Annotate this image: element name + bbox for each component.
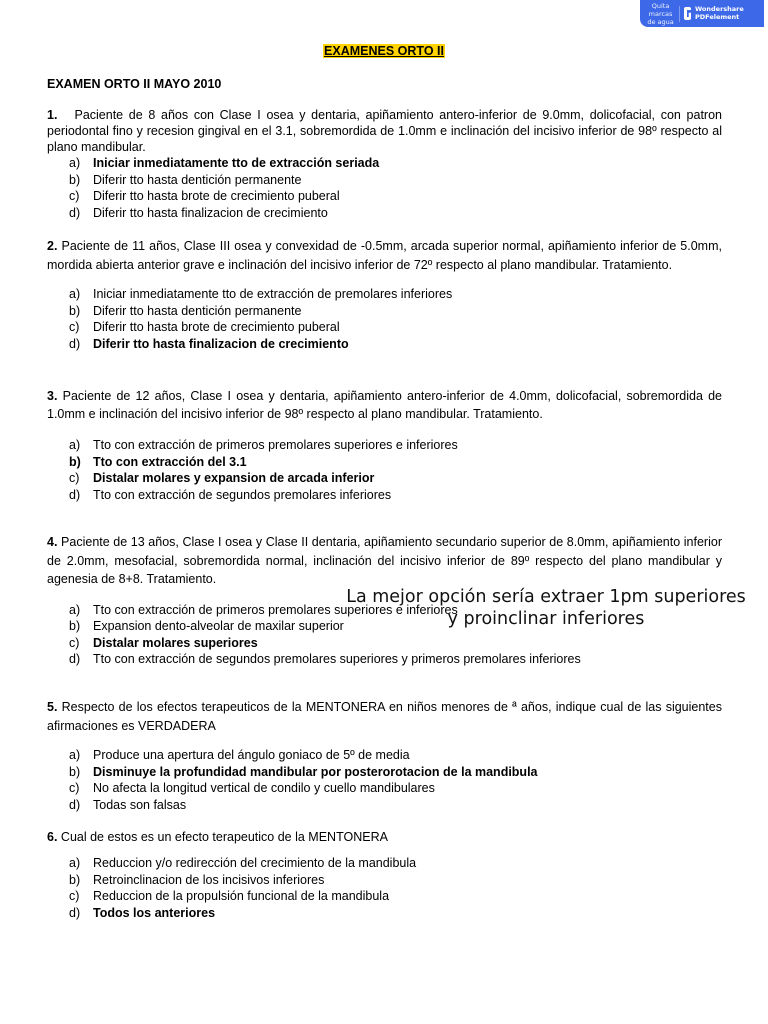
option-letter: a) bbox=[69, 156, 81, 170]
option-text: Expansion dento-alveolar de maxilar superior bbox=[93, 619, 344, 633]
option-list bbox=[47, 747, 722, 813]
option-letter: c) bbox=[69, 635, 80, 650]
option-text: Disminuye la profundidad mandibular por posterorotacion de la mandibula bbox=[93, 764, 538, 779]
question-body: Cual de estos es un efecto terapeutico de la MENTONERA bbox=[60, 830, 388, 844]
option-text: Diferir tto hasta finalizacion de crecimiento bbox=[93, 336, 349, 351]
option-a bbox=[47, 855, 722, 872]
option-letter: c) bbox=[69, 320, 80, 334]
option-d bbox=[47, 336, 722, 353]
question-number: 5. bbox=[47, 700, 58, 714]
option-letter: b) bbox=[69, 872, 81, 887]
option-a bbox=[47, 286, 722, 303]
option-c bbox=[47, 635, 722, 652]
annotation-line-2: y proinclinar inferiores bbox=[447, 609, 645, 629]
option-text: Retroinclinacion de los incisivos inferiores bbox=[93, 872, 325, 887]
option-letter: a) bbox=[69, 856, 81, 870]
option-b bbox=[47, 764, 722, 781]
option-b bbox=[47, 172, 722, 189]
option-letter: c) bbox=[69, 189, 80, 203]
question-body: Paciente de 11 años, Clase III osea y convexidad de -0.5mm, arcada superior normal, apiñamiento inferior de 5.0mm, mordida abierta anterior grave e inclinación del incisivo inferior de 72º respecto al plano mandibular. Tratamiento. bbox=[47, 239, 722, 272]
option-text: No afecta la longitud vertical de condilo y cuello mandibulares bbox=[93, 781, 435, 795]
option-text: Diferir tto hasta dentición permanente bbox=[93, 303, 302, 318]
option-text: Distalar molares y expansion de arcada inferior bbox=[93, 471, 375, 485]
brand-label: Wondershare PDFelement bbox=[694, 5, 744, 21]
option-d bbox=[47, 487, 722, 504]
question-6 bbox=[47, 829, 722, 921]
question-1 bbox=[47, 107, 722, 221]
option-text: Tto con extracción de primeros premolares superiores e inferiores bbox=[93, 602, 458, 617]
option-text: Tto con extracción de segundos premolares superiores y primeros premolares inferiores bbox=[93, 652, 581, 666]
option-text: Distalar molares superiores bbox=[93, 635, 258, 650]
option-text: Iniciar inmediatamente tto de extracción seriada bbox=[93, 156, 380, 170]
question-text bbox=[47, 829, 722, 845]
question-text bbox=[47, 698, 722, 736]
option-c bbox=[47, 780, 722, 797]
option-list bbox=[47, 855, 722, 921]
option-d bbox=[47, 205, 722, 222]
option-a bbox=[47, 437, 722, 454]
option-letter: b) bbox=[69, 454, 81, 469]
question-5 bbox=[47, 698, 722, 813]
question-body: Paciente de 13 años, Clase I osea y Clase II dentaria, apiñamiento secundario superior de 8.0mm, apiñamiento inferior de 2.0mm, mesofacial, sobremordida normal, inclinación del incisivo inferior de 89º respecto del plano mandibular y agenesia de 8+8. Tratamiento. bbox=[47, 535, 722, 586]
option-letter: a) bbox=[69, 748, 81, 762]
option-letter: c) bbox=[69, 471, 80, 485]
question-3 bbox=[47, 387, 722, 503]
option-text: Produce una apertura del ángulo goniaco de 5º de media bbox=[93, 748, 410, 762]
option-a bbox=[47, 155, 722, 172]
option-list bbox=[47, 155, 722, 221]
annotation-line-1: La mejor opción sería extraer 1pm superiores bbox=[346, 587, 746, 607]
option-letter: b) bbox=[69, 619, 81, 633]
option-letter: d) bbox=[69, 205, 81, 220]
option-letter: d) bbox=[69, 652, 81, 666]
option-text: Diferir tto hasta dentición permanente bbox=[93, 172, 302, 187]
option-letter: a) bbox=[69, 602, 81, 617]
question-text bbox=[47, 533, 722, 589]
option-d bbox=[47, 905, 722, 922]
option-list bbox=[47, 437, 722, 503]
option-letter: a) bbox=[69, 438, 81, 452]
option-b bbox=[47, 303, 722, 320]
option-letter: b) bbox=[69, 172, 81, 187]
option-letter: c) bbox=[69, 889, 80, 903]
option-letter: d) bbox=[69, 905, 81, 920]
option-text: Diferir tto hasta finalizacion de crecimiento bbox=[93, 205, 328, 220]
option-text: Tto con extracción de primeros premolares superiores e inferiores bbox=[93, 438, 458, 452]
option-text: Tto con extracción del 3.1 bbox=[93, 454, 247, 469]
option-text: Reduccion de la propulsión funcional de la mandibula bbox=[93, 889, 390, 903]
option-a bbox=[47, 747, 722, 764]
option-text: Todos los anteriores bbox=[93, 905, 216, 920]
option-letter: b) bbox=[69, 764, 81, 779]
document-title-text: EXAMENES ORTO II bbox=[324, 44, 444, 58]
option-c bbox=[47, 888, 722, 905]
exam-header: EXAMEN ORTO II MAYO 2010 bbox=[47, 77, 222, 91]
option-b bbox=[47, 454, 722, 471]
question-body: Paciente de 8 años con Clase I osea y dentaria, apiñamiento antero-inferior de 9.0mm, dolicofacial, con patron periodontal fino y recesion gingival en el 3.1, sobremordida de 1.0mm e inclinación del incisivo inferior de 98º respecto al plano mandibular. bbox=[47, 108, 722, 154]
question-text bbox=[47, 387, 722, 423]
option-b bbox=[47, 872, 722, 889]
question-text bbox=[47, 107, 722, 155]
question-2 bbox=[47, 237, 722, 352]
option-letter: c) bbox=[69, 781, 80, 795]
option-text: Tto con extracción de segundos premolares inferiores bbox=[93, 487, 392, 502]
question-body: Respecto de los efectos terapeuticos de la MENTONERA en niños menores de ª años, indique cual de las siguientes afirmaciones es VERDADERA bbox=[47, 700, 722, 733]
option-list bbox=[47, 286, 722, 352]
option-d bbox=[47, 651, 722, 668]
question-number: 2. bbox=[47, 239, 58, 253]
question-number: 3. bbox=[47, 389, 58, 403]
pdfelement-logo-icon bbox=[684, 7, 691, 20]
option-text: Diferir tto hasta brote de crecimiento puberal bbox=[93, 189, 340, 203]
question-number: 6. bbox=[47, 830, 58, 844]
question-number: 1. bbox=[47, 108, 58, 122]
option-text: Todas son falsas bbox=[93, 797, 187, 812]
handwritten-annotation bbox=[328, 586, 764, 630]
option-letter: d) bbox=[69, 487, 81, 502]
option-c bbox=[47, 188, 722, 205]
question-text bbox=[47, 237, 722, 275]
option-c bbox=[47, 319, 722, 336]
question-number: 4. bbox=[47, 535, 58, 549]
option-letter: d) bbox=[69, 797, 81, 812]
document-title bbox=[0, 44, 768, 58]
remove-watermark-label: Quita marcas de agua bbox=[647, 1, 674, 26]
option-letter: a) bbox=[69, 287, 81, 301]
remove-watermark-button[interactable] bbox=[640, 0, 764, 27]
option-c bbox=[47, 470, 722, 487]
option-text: Reduccion y/o redirección del crecimiento de la mandibula bbox=[93, 856, 417, 870]
question-body: Paciente de 12 años, Clase I osea y dentaria, apiñamiento antero-inferior de 4.0mm, dolicofacial, sobremordida de 1.0mm e inclinación del incisivo inferior de 98º respecto al plano mandibular. Tratamiento. bbox=[47, 389, 722, 421]
option-text: Iniciar inmediatamente tto de extracción de premolares inferiores bbox=[93, 287, 453, 301]
option-d bbox=[47, 797, 722, 814]
option-letter: b) bbox=[69, 303, 81, 318]
option-letter: d) bbox=[69, 336, 81, 351]
option-text: Diferir tto hasta brote de crecimiento puberal bbox=[93, 320, 340, 334]
badge-divider bbox=[679, 6, 680, 22]
